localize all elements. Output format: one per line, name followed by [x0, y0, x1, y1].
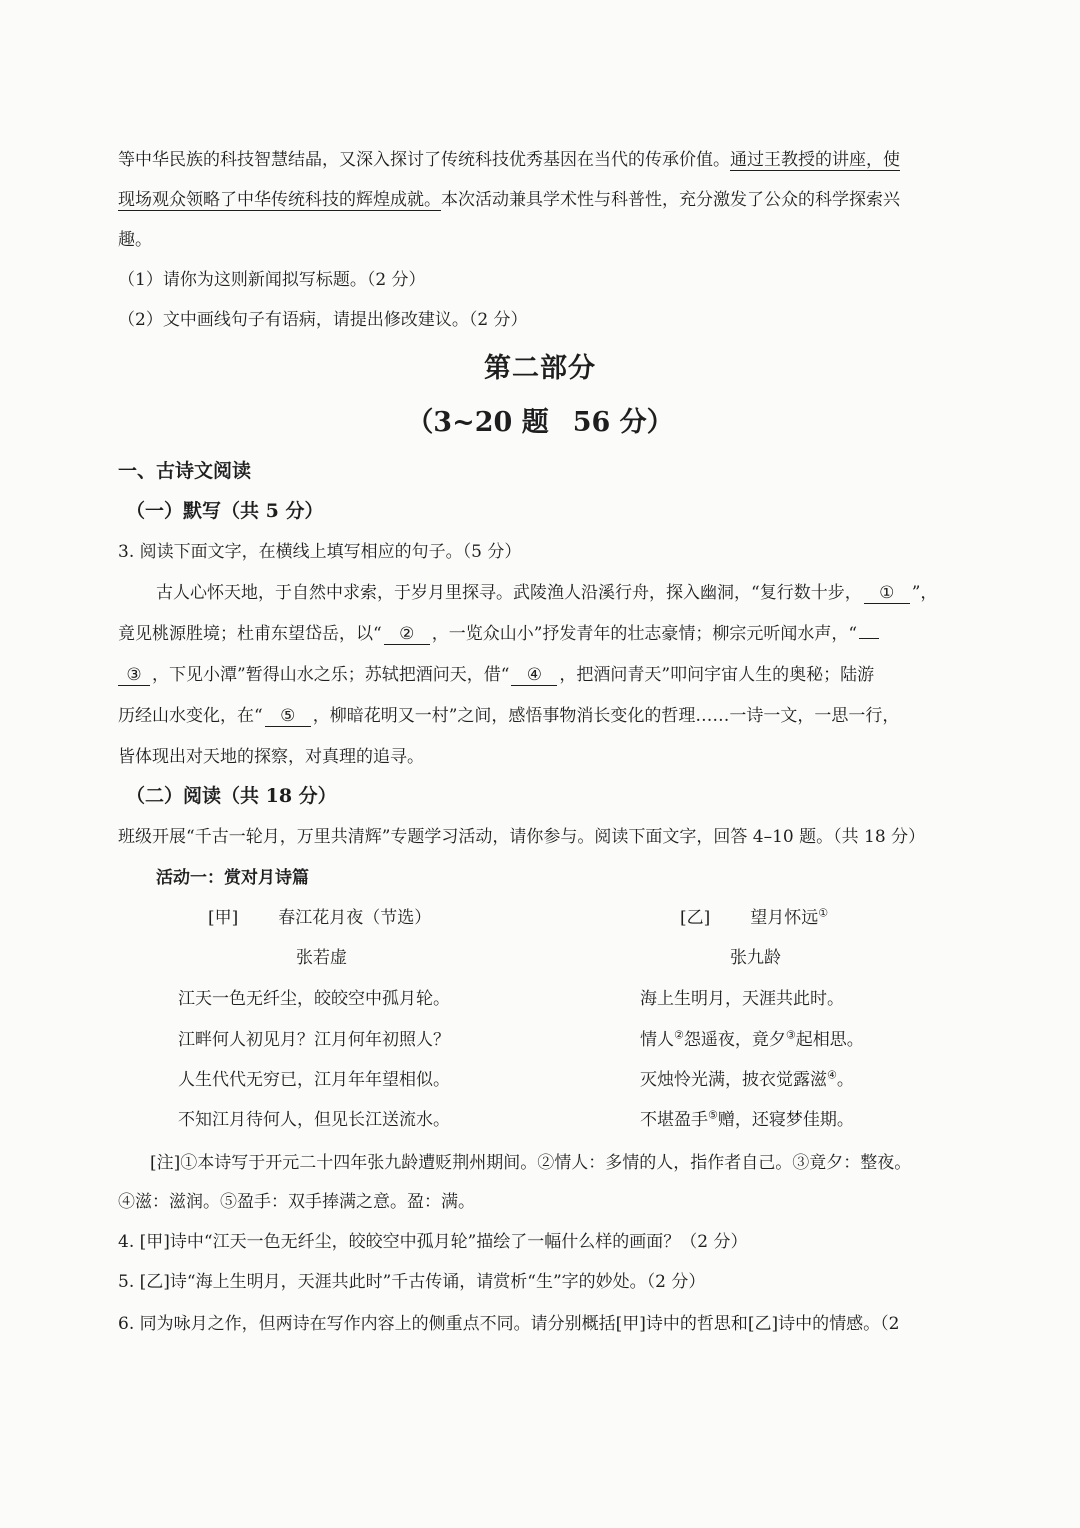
question-2: （2）文中画线句子有语病，请提出修改建议。（2 分） — [118, 310, 528, 330]
intro-line-3: 趣。 — [118, 230, 152, 250]
recitation-text: ，一览众山小”抒发青年的壮志豪情；柳宗元听闻水声，“ — [431, 624, 858, 644]
part-subtitle — [0, 406, 1080, 440]
question-1: （1）请你为这则新闻拟写标题。（2 分） — [118, 270, 426, 290]
poem-yi-heading — [680, 906, 828, 930]
poem-jia-author: 张若虚 — [296, 948, 347, 968]
recitation-text: 历经山水变化，在“ — [118, 706, 263, 726]
question-6: 6. 同为咏月之作，但两诗在写作内容上的侧重点不同。请分别概括[甲]诗中的哲思和[乙]诗中的情感。（2 — [118, 1314, 900, 1334]
recitation-text: ”， — [911, 583, 938, 603]
poem-jia-heading — [208, 906, 431, 930]
recitation-line-4 — [118, 704, 899, 728]
footnote-marker: ② — [674, 1028, 684, 1042]
recitation-line-2 — [118, 622, 881, 646]
part-title: 第二部分 — [484, 353, 596, 384]
answer-blank-4[interactable]: ④ — [511, 665, 557, 686]
footnote-marker: ④ — [827, 1068, 837, 1082]
poem-jia-title: 春江花月夜（节选） — [278, 908, 432, 928]
poem-yi-line — [640, 1068, 854, 1092]
intro-text: 本次活动兼具学术性与科普性，充分激发了公众的科学探索兴 — [441, 190, 900, 210]
poem-text: 不堪盈手 — [640, 1110, 708, 1130]
poem-jia-line: 江天一色无纤尘，皎皎空中孤月轮。 — [178, 989, 450, 1009]
part-subtitle-range: （3~20 题 — [406, 407, 549, 438]
intro-text: 等中华民族的科技智慧结晶，又深入探讨了传统科技优秀基因在当代的传承价值。 — [118, 150, 730, 170]
question-3: 3. 阅读下面文字，在横线上填写相应的句子。（5 分） — [118, 542, 522, 562]
poem-text: 。 — [836, 1070, 854, 1090]
footnote-marker: ① — [818, 906, 829, 920]
reading-intro: 班级开展“千古一轮月，万里共清辉”专题学习活动，请你参与。阅读下面文字，回答 4–10 题。（共 18 分） — [118, 827, 926, 847]
question-4: 4. [甲]诗中“江天一色无纤尘，皎皎空中孤月轮”描绘了一幅什么样的画面？（2 分） — [118, 1232, 748, 1252]
answer-blank-3-start[interactable] — [859, 638, 879, 639]
poem-yi-line — [640, 1108, 854, 1132]
poem-text: 怨遥夜，竟夕 — [683, 1030, 786, 1050]
answer-blank-2[interactable]: ② — [384, 624, 430, 645]
recitation-text: ，柳暗花明又一村”之间，感悟事物消长变化的哲理……一诗一文，一思一行， — [312, 706, 900, 726]
poem-yi-author: 张九龄 — [730, 948, 781, 968]
poem-jia-tag: [甲] — [208, 908, 239, 928]
poem-jia-line: 人生代代无穷已，江月年年望相似。 — [178, 1070, 450, 1090]
answer-blank-3[interactable]: ③ — [118, 665, 150, 686]
subsection-title: （一）默写（共 5 分） — [126, 500, 324, 522]
recitation-text: 古人心怀天地，于自然中求索，于岁月里探寻。武陵渔人沿溪行舟，探入幽洞，“复行数十步， — [156, 583, 862, 603]
poem-text: 情人 — [640, 1030, 674, 1050]
underlined-sentence: 现场观众领略了中华传统科技的辉煌成就。 — [118, 190, 441, 210]
answer-blank-1[interactable]: ① — [864, 583, 910, 604]
notes-line-1: [注]①本诗写于开元二十四年张九龄遭贬荆州期间。②情人：多情的人，指作者自己。③竟夕：整夜。 — [150, 1153, 912, 1173]
recitation-text: ，把酒问青天”叩问宇宙人生的奥秘；陆游 — [559, 665, 875, 685]
recitation-text: 竟见桃源胜境；杜甫东望岱岳，以“ — [118, 624, 382, 644]
footnote-marker: ⑤ — [708, 1108, 718, 1122]
recitation-text: ，下见小潭”暂得山水之乐；苏轼把酒问天，借“ — [152, 665, 510, 685]
notes-line-2: ④滋：滋润。⑤盈手：双手捧满之意。盈：满。 — [118, 1192, 475, 1212]
subsection-title: （二）阅读（共 18 分） — [126, 785, 337, 807]
poem-text: 赠，还寝梦佳期。 — [717, 1110, 854, 1130]
poem-jia-line: 江畔何人初见月？江月何年初照人？ — [178, 1030, 450, 1050]
poem-jia-line: 不知江月待何人，但见长江送流水。 — [178, 1110, 450, 1130]
question-5: 5. [乙]诗“海上生明月，天涯共此时”千古传诵，请赏析“生”字的妙处。（2 分） — [118, 1272, 706, 1292]
poem-yi-line: 海上生明月，天涯共此时。 — [640, 989, 844, 1009]
recitation-line-3 — [118, 663, 874, 687]
poem-yi-tag: [乙] — [680, 908, 711, 928]
underlined-sentence: 通过王教授的讲座，使 — [730, 150, 900, 170]
poem-yi-title: 望月怀远 — [750, 908, 819, 928]
answer-blank-5[interactable]: ⑤ — [265, 706, 311, 727]
poem-yi-line — [640, 1028, 864, 1052]
intro-line-1 — [118, 148, 900, 172]
poem-text: 起相思。 — [795, 1030, 864, 1050]
recitation-line-1 — [156, 581, 937, 605]
recitation-line-5: 皆体现出对天地的探察，对真理的追寻。 — [118, 747, 424, 767]
footnote-marker: ③ — [785, 1028, 796, 1042]
poem-text: 灭烛怜光满，披衣觉露滋 — [640, 1070, 827, 1090]
section-title: 一、古诗文阅读 — [118, 460, 252, 482]
intro-line-2 — [118, 188, 900, 212]
part-subtitle-score: 56 分） — [572, 407, 674, 438]
activity-title: 活动一：赏对月诗篇 — [156, 868, 309, 888]
